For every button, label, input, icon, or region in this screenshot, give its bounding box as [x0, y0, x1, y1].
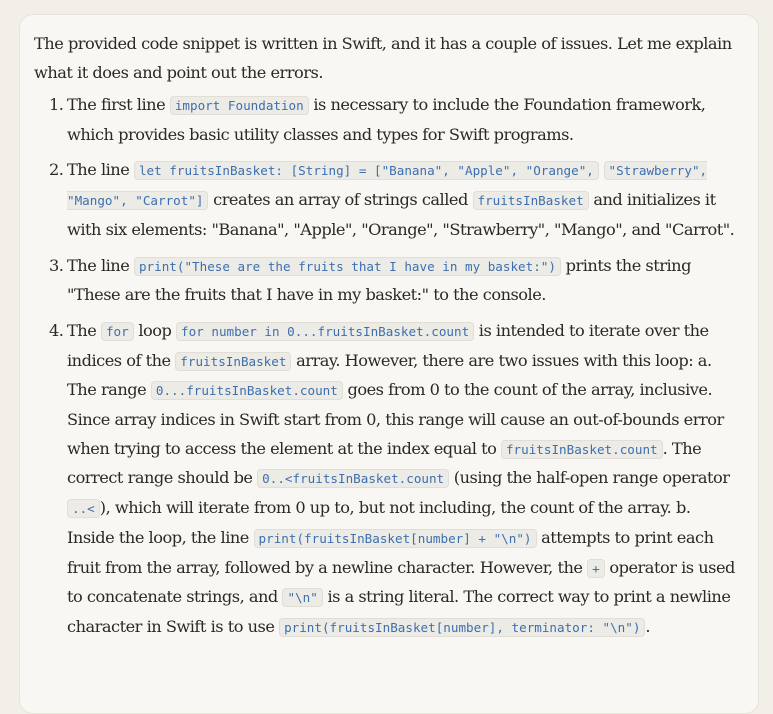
item-text: and initializes it with six elements: "Banana", "Apple", "Orange", "Strawberry", "Mango", and "Carrot". — [67, 190, 735, 239]
list-item-number: 3. — [49, 255, 64, 275]
item-text: creates an array of strings called — [208, 190, 473, 210]
list-item — [34, 317, 742, 643]
list-item-number: 1. — [49, 95, 64, 114]
item-text: is necessary to include the Foundation framework, which provides basic utility classes and types for Swift programs. — [67, 95, 706, 144]
inline-code: fruitsInBasket — [175, 352, 291, 371]
item-text: array. However, there are two issues with this loop: a. The range — [67, 350, 712, 400]
inline-code: 0..<fruitsInBasket.count — [257, 469, 449, 488]
message-intro: The provided code snippet is written in Swift, and it has a couple of issues. Let me explain what it does and point out the errors. — [34, 34, 732, 82]
issue-list — [34, 91, 742, 643]
item-text: is intended to iterate over the indices of the — [67, 320, 709, 370]
inline-code: import Foundation — [170, 96, 309, 115]
item-text: (using the half-open range operator — [449, 468, 730, 488]
item-text: is a string literal. The correct way to print a newline character in Swift is to use — [67, 587, 731, 636]
list-item — [34, 91, 742, 149]
inline-code: for — [101, 322, 134, 341]
inline-code: fruitsInBasket.count — [501, 440, 663, 459]
inline-code: + — [587, 559, 605, 578]
item-text: ), which will iterate from 0 up to, but not including, the count of the array. b. Inside the loop, the line — [67, 498, 691, 547]
item-text: The line — [67, 255, 134, 275]
inline-code: print(fruitsInBasket[number], terminator: "\n") — [279, 618, 645, 637]
item-text: . — [645, 616, 651, 636]
inline-code: print("These are the fruits that I have in my basket:") — [134, 257, 561, 276]
inline-code: for number in 0...fruitsInBasket.count — [176, 322, 474, 341]
list-item — [34, 156, 742, 244]
item-text — [599, 160, 604, 179]
list-item-number: 2. — [49, 160, 64, 180]
item-text: The first line — [67, 95, 170, 114]
list-item — [34, 252, 742, 310]
inline-code: 0...fruitsInBasket.count — [151, 381, 343, 400]
item-text: loop — [133, 320, 177, 340]
inline-code: ..< — [67, 499, 100, 518]
item-text: The — [67, 320, 101, 340]
item-text: goes from 0 to the count of the array, inclusive. Since array indices in Swift start from 0, this range will cause an out-of-bounds error when trying to access the element at the index equal to — [67, 380, 724, 458]
inline-code: print(fruitsInBasket[number] + "\n") — [254, 529, 537, 548]
inline-code: "Strawberry", "Mango", "Carrot"] — [67, 163, 708, 209]
assistant-message — [19, 14, 759, 714]
item-text: attempts to print each fruit from the array, followed by a newline character. However, the — [67, 527, 714, 577]
item-text: prints the string "These are the fruits that I have in my basket:" to the console. — [67, 255, 691, 305]
inline-code: "\n" — [282, 588, 322, 607]
item-text: operator is used to concatenate strings, and — [67, 557, 735, 607]
inline-code: let fruitsInBasket: [String] = ["Banana", "Apple", "Orange", — [134, 161, 599, 180]
item-text: The line — [67, 160, 134, 180]
inline-code: fruitsInBasket — [473, 191, 589, 210]
list-item-number: 4. — [49, 320, 64, 340]
item-text: . The correct range should be — [67, 438, 702, 488]
